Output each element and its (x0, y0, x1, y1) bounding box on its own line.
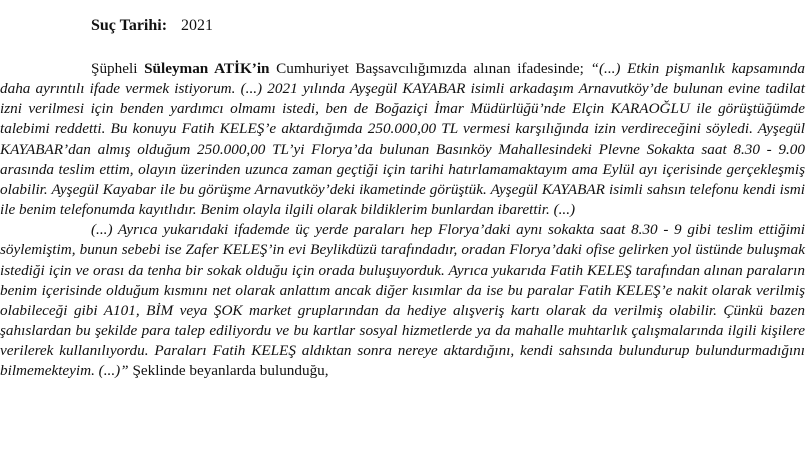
statement-body (0, 59, 805, 382)
paragraph-1-quote: “(...) Etkin pişmanlık kapsamında daha ayrıntılı ifade vermek istiyorum. (...) 2021 yılında Ayşegül KAYABAR isimli arkadaşım Arnavutköy’de bulunan evine tadilat izni verilmesi için benden yardımcı olmamı istedi, ben de Boğaziçi İmar Müdürlüğü’nde Elçin KARAOĞLU ile görüştüğümde talebimi reddetti. Bu konuyu Fatih KELEŞ’e aktardığımda 250.000,00 TL vermesi karşılığında izin verdireceğini söyledi. Ayşegül KAYABAR’dan almış olduğum 250.000,00 TL’yi Florya’da bulunan Basınköy Mahallesindeki Plevne Sokakta saat 8.30 - 9.00 arasında teslim ettim, olayın üzerinden uzunca zaman geçtiği için tarihi hatırlamamaktayım ama Eylül ayı içerisinde gerçekleşmiş olabilir. Ayşegül Kayabar ile bu görüşme Arnavutköy’deki ikametinde görüştük. Ayşegül KAYABAR isimli sahsın telefonu kendi ismi ile benim telefonumda kayıtlıdır. Benim olayla ilgili olarak bildiklerim bunlardan ibarettir. (...) (0, 60, 805, 219)
offense-date-line (91, 17, 213, 35)
suspect-name: Süleyman ATİK’in (144, 60, 270, 77)
statement-paragraph-2 (0, 220, 805, 381)
paragraph-1-lead: Cumhuriyet Başsavcılığımızda alınan ifadesinde; (269, 60, 591, 77)
offense-date-label: Suç Tarihi: (91, 17, 168, 34)
offense-date-value: 2021 (181, 17, 214, 34)
paragraph-1-intro: Şüpheli (91, 60, 145, 77)
paragraph-2-quote: (...) Ayrıca yukarıdaki ifademde üç yerde paraları hep Florya’daki aynı sokakta saat 8.30 - 9 gibi teslim ettiğimi söylemiştim, bunun sebebi ise Zafer KELEŞ’in evi Beylikdüzü tarafındadır, oradan Florya’daki ofise gelirken yol üstünde buluşmak istediği için ve orası da tenha bir sokak olduğu için orada buluşuyorduk. Ayrıca yukarıda Fatih KELEŞ tarafından alınan paraların benim içerisinde olduğum kısmını net olarak anlattım ancak diğer kısımlar da ise bu paralar Fatih KELEŞ’e nakit olarak verilmiş olabileceği gibi A101, BİM veya ŞOK market gruplarından da hediye alışveriş kartı olarak da verilmiş olabilir. Çünkü bazen şahıslardan bu şekilde para talep ediliyordu ve bu kartlar sosyal hizmetlerde ya da mahalle muhtarlık çalışmalarında ilgili kişilere verilerek kullanılıyordu. Paraları Fatih KELEŞ aldıktan sonra nereye aktardığını, kendi sahsında bulundurup bulundurmadığını bilmemekteyim. (...)” (0, 221, 805, 380)
statement-paragraph-1 (0, 59, 805, 220)
paragraph-2-tail: Şeklinde beyanlarda bulunduğu, (128, 362, 329, 380)
